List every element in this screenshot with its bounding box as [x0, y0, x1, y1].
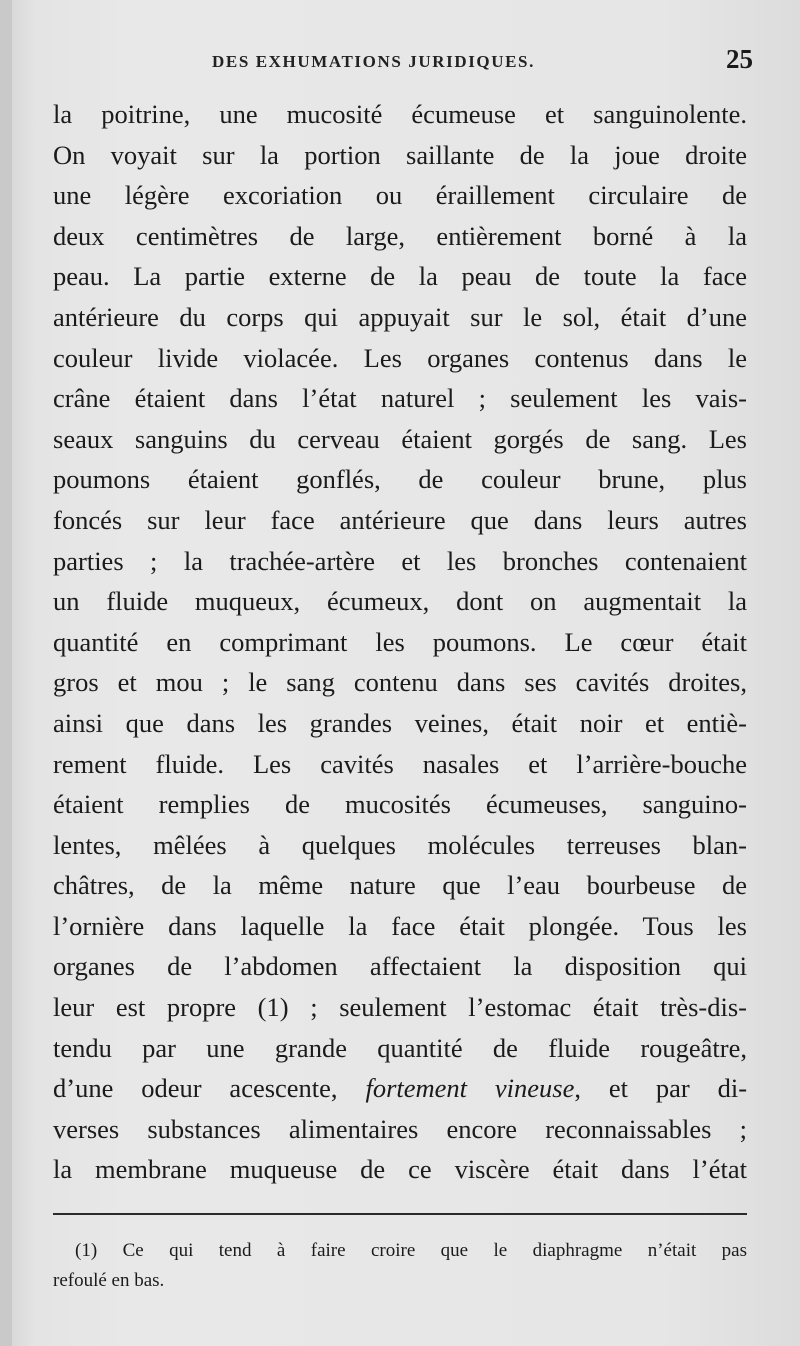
body-text [53, 94, 747, 1190]
text-run: , et par di- [574, 1073, 747, 1104]
footnote-line: refoulé en bas. [53, 1270, 165, 1291]
text-line: tendu par une grande quantité de fluide rougeâtre, [53, 1032, 747, 1063]
text-line: antérieure du corps qui appuyait sur le sol, était d’une [53, 301, 747, 332]
italic-phrase: fortement vineuse [365, 1073, 575, 1104]
text-line: rement fluide. Les cavités nasales et l’arrière-bouche [53, 748, 747, 779]
text-line: gros et mou ; le sang contenu dans ses cavités droites, [53, 667, 747, 698]
text-line: quantité en comprimant les poumons. Le cœur était [53, 626, 747, 657]
text-line: couleur livide violacée. Les organes contenus dans le [53, 342, 747, 373]
page-number: 25 [726, 44, 753, 74]
text-line: foncés sur leur face antérieure que dans leurs autres [53, 504, 747, 535]
text-line: peau. La partie externe de la peau de toute la face [53, 261, 747, 292]
text-line-with-italic [53, 1068, 747, 1109]
page-edge-shadow [0, 0, 12, 1346]
text-line: étaient remplies de mucosités écumeuses, sanguino- [53, 789, 747, 820]
text-line: leur est propre (1) ; seulement l’estomac était très-dis- [53, 992, 747, 1023]
text-line: seaux sanguins du cerveau étaient gorgés de sang. Les [53, 423, 747, 454]
text-line: verses substances alimentaires encore reconnaissables ; [53, 1113, 747, 1144]
text-run: d’une odeur acescente, [53, 1073, 338, 1104]
text-line: une légère excoriation ou éraillement circulaire de [53, 180, 747, 211]
text-line: deux centimètres de large, entièrement borné à la [53, 220, 747, 251]
text-line: la membrane muqueuse de ce viscère était dans l’état [53, 1154, 747, 1185]
text-line: lentes, mêlées à quelques molécules terreuses blan- [53, 829, 747, 860]
running-head: DES EXHUMATIONS JURIDIQUES. [212, 52, 535, 71]
text-line: crâne étaient dans l’état naturel ; seulement les vais- [53, 383, 747, 414]
text-line: un fluide muqueux, écumeux, dont on augmentait la [53, 586, 747, 617]
text-line: parties ; la trachée-artère et les bronches contenaient [53, 545, 747, 576]
footnote [53, 1236, 747, 1296]
text-line: organes de l’abdomen affectaient la disposition qui [53, 951, 747, 982]
text-line: la poitrine, une mucosité écumeuse et sanguinolente. [53, 99, 747, 129]
text-line: ainsi que dans les grandes veines, était noir et entiè- [53, 707, 747, 738]
footnote-rule [53, 1213, 747, 1215]
text-line: châtres, de la même nature que l’eau bourbeuse de [53, 870, 747, 901]
text-line: l’ornière dans laquelle la face était plongée. Tous les [53, 910, 747, 941]
footnote-line: (1) Ce qui tend à faire croire que le diaphragme n’était pas [75, 1240, 747, 1261]
text-line: poumons étaient gonflés, de couleur brune, plus [53, 464, 747, 495]
text-line: On voyait sur la portion saillante de la joue droite [53, 139, 747, 170]
